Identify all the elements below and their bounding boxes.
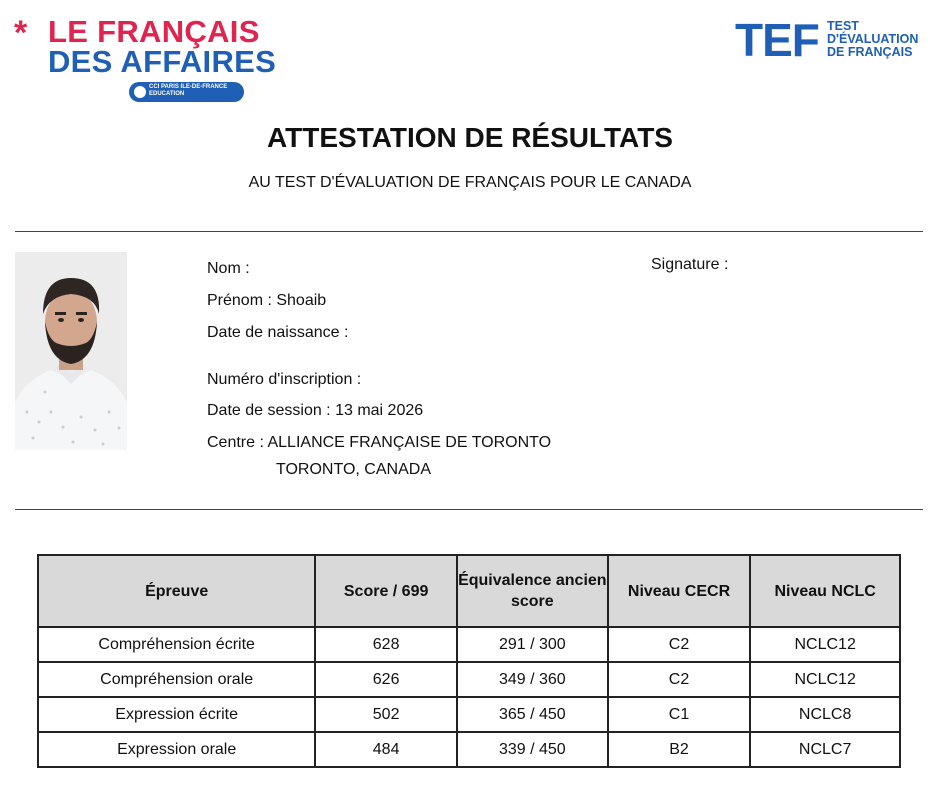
centre-field: Centre : ALLIANCE FRANÇAISE DE TORONTO <box>207 434 552 451</box>
header-equivalence: Équivalence ancien score <box>457 555 608 627</box>
logo-line-2: DES AFFAIRES <box>48 44 277 79</box>
cell-equivalence: 339 / 450 <box>457 732 608 767</box>
cell-cecr: C2 <box>608 662 751 697</box>
cci-badge-line-1: CCI PARIS ILE-DE-FRANCE <box>149 84 228 90</box>
cell-cecr: B2 <box>608 732 751 767</box>
cell-equivalence: 365 / 450 <box>457 697 608 732</box>
cell-nclc: NCLC12 <box>750 662 900 697</box>
cell-score: 628 <box>315 627 457 662</box>
cell-epreuve: Expression écrite <box>38 697 315 732</box>
cell-nclc: NCLC12 <box>750 627 900 662</box>
cci-badge <box>129 82 244 102</box>
cell-equivalence: 349 / 360 <box>457 662 608 697</box>
cci-circle-icon <box>134 86 146 98</box>
table-row <box>38 662 900 697</box>
tef-logo-line-3: DE FRANÇAIS <box>827 45 913 59</box>
cell-epreuve: Expression orale <box>38 732 315 767</box>
asterisk-icon: * <box>14 14 28 52</box>
divider-bottom <box>15 509 923 510</box>
header-score: Score / 699 <box>315 555 457 627</box>
cell-nclc: NCLC8 <box>750 697 900 732</box>
prenom-field: Prénom : Shoaib <box>207 292 327 309</box>
header-niveau-cecr: Niveau CECR <box>608 555 751 627</box>
cell-cecr: C2 <box>608 627 751 662</box>
date-de-session-field: Date de session : 13 mai 2026 <box>207 402 424 419</box>
cell-nclc: NCLC7 <box>750 732 900 767</box>
cell-epreuve: Compréhension orale <box>38 662 315 697</box>
tef-logo <box>735 16 930 66</box>
cci-badge-line-2: EDUCATION <box>149 91 185 97</box>
table-row <box>38 627 900 662</box>
cell-equivalence: 291 / 300 <box>457 627 608 662</box>
document-title: ATTESTATION DE RÉSULTATS <box>267 122 673 153</box>
date-de-naissance-field: Date de naissance : <box>207 324 349 341</box>
cell-epreuve: Compréhension écrite <box>38 627 315 662</box>
centre-location: TORONTO, CANADA <box>276 461 431 478</box>
tef-logo-line-1: TEST <box>827 19 859 33</box>
numero-inscription-field: Numéro d'inscription : <box>207 371 362 388</box>
nom-field: Nom : <box>207 260 250 277</box>
table-header-row <box>38 555 900 627</box>
candidate-photo <box>15 252 127 450</box>
le-francais-des-affaires-logo <box>14 14 277 104</box>
tef-logo-big: TEF <box>735 14 819 66</box>
cell-cecr: C1 <box>608 697 751 732</box>
results-table <box>37 554 901 768</box>
cell-score: 502 <box>315 697 457 732</box>
logo-line-1: LE FRANÇAIS <box>48 14 260 49</box>
header-niveau-nclc: Niveau NCLC <box>750 555 900 627</box>
divider-top <box>15 231 923 232</box>
cell-score: 626 <box>315 662 457 697</box>
table-row <box>38 732 900 767</box>
document-subtitle: AU TEST D'ÉVALUATION DE FRANÇAIS POUR LE CANADA <box>248 174 692 191</box>
table-row <box>38 697 900 732</box>
cell-score: 484 <box>315 732 457 767</box>
header-epreuve: Épreuve <box>38 555 315 627</box>
tef-logo-line-2: D'ÉVALUATION <box>827 32 919 46</box>
signature-field: Signature : <box>651 256 729 273</box>
